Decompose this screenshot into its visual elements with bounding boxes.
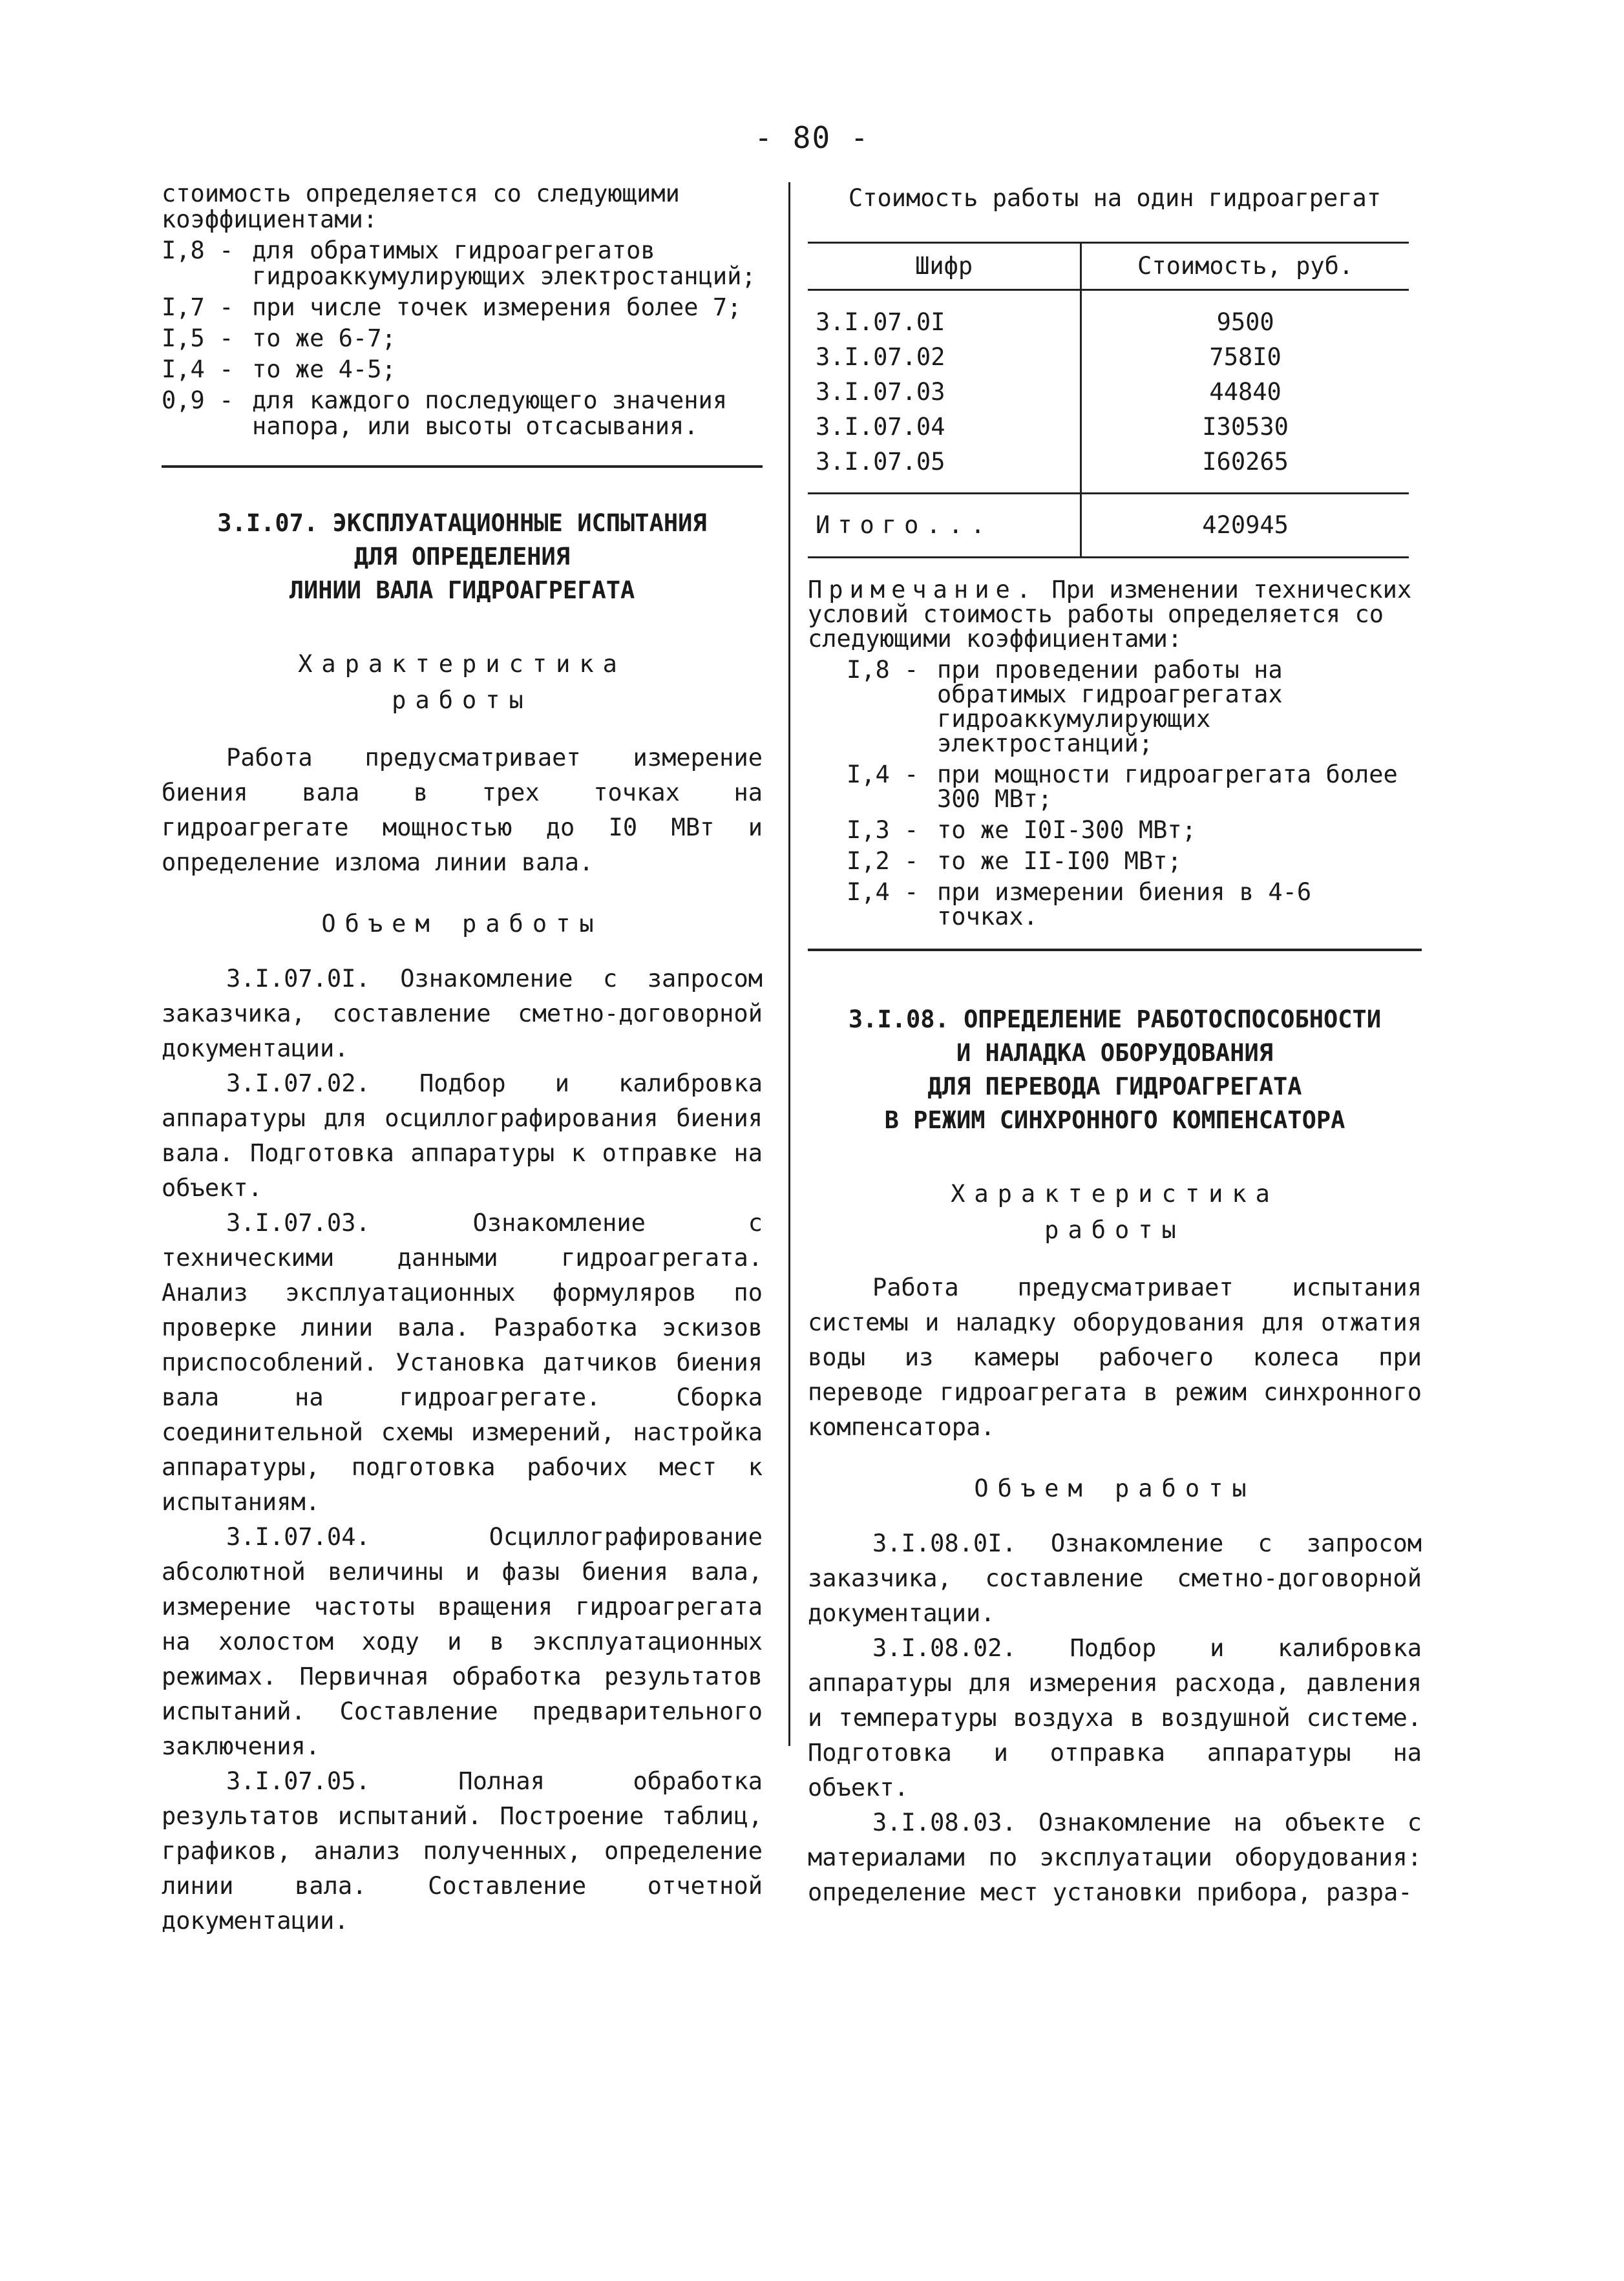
characteristic-heading-sub: работы	[392, 686, 533, 714]
cell-code: 3.I.07.0I	[808, 290, 1081, 341]
note-coefficient-row	[808, 818, 1422, 843]
coefficient-value: I,4 -	[162, 355, 234, 383]
coefficient-text: при измерении биения в 4-6 точках.	[937, 878, 1312, 930]
note-block	[808, 578, 1422, 651]
section-title-line: 3.I.07. ЭКСПЛУАТАЦИОННЫЕ ИСПЫТАНИЯ	[217, 509, 707, 537]
coefficient-row	[162, 357, 763, 383]
cell-code: 3.I.07.02	[808, 340, 1081, 375]
characteristic-text: Работа предусматривает испытания системы и наладку оборудования для отжатия воды из камеры рабочего колеса при переводе гидроагрегата в режим синхронного компенсатора.	[808, 1274, 1422, 1441]
coefficient-text: для обратимых гидроагрегатов гидроаккумулирующих электростанций;	[252, 237, 756, 290]
scope-item: 3.I.08.02. Подбор и калибровка аппаратуры для измерения расхода, давления и температуры воздуха в воздушной системе. Подготовка и отправка аппаратуры на объект.	[808, 1634, 1422, 1802]
section-title-line: ЛИНИИ ВАЛА ГИДРОАГРЕГАТА	[289, 576, 635, 604]
scope-item: 3.I.07.05. Полная обработка результатов испытаний. Построение таблиц, графиков, анализ полученных, определение линии вала. Составление отчетной документации.	[162, 1767, 763, 1935]
coefficient-row	[162, 238, 763, 289]
coefficient-text: то же II-I00 МВт;	[937, 847, 1182, 875]
column-header-code: Шифр	[808, 243, 1081, 290]
section-title-line: В РЕЖИМ СИНХРОННОГО КОМПЕНСАТОРА	[884, 1106, 1345, 1134]
scope-item: 3.I.08.03. Ознакомление на объекте с материалами по эксплуатации оборудования: определение мест установки прибора, разра-	[808, 1809, 1422, 1906]
table-header-row	[808, 243, 1409, 290]
coefficient-text: для каждого последующего значения напора, или высоты отсасывания.	[252, 386, 728, 440]
coefficient-value: I,7 -	[162, 293, 234, 321]
cell-cost: 9500	[1216, 308, 1274, 336]
note-coefficient-row	[808, 658, 1422, 756]
cell-code: 3.I.07.05	[808, 445, 1081, 494]
coefficient-value: I,4 -	[847, 761, 919, 788]
coefficient-value: I,8 -	[162, 237, 234, 264]
coefficient-value: I,2 -	[847, 847, 919, 875]
coefficient-text: то же I0I-300 МВт;	[937, 816, 1196, 844]
note-coefficient-row	[808, 880, 1422, 929]
table-row	[808, 290, 1409, 341]
scope-heading: Объем работы	[974, 1475, 1256, 1502]
coefficient-value: 0,9 -	[162, 386, 234, 414]
table-row	[808, 340, 1409, 375]
note-text: При изменении технических условий стоимость работы определяется со следующими коэффициентами:	[808, 576, 1412, 653]
note-coefficient-row	[808, 849, 1422, 874]
coefficient-text: то же 6-7;	[252, 324, 396, 352]
section-title-line: ДЛЯ ОПРЕДЕЛЕНИЯ	[353, 543, 571, 571]
scope-heading: Объем работы	[321, 910, 603, 938]
coefficient-value: I,8 -	[847, 656, 919, 684]
column-header-cost: Стоимость, руб.	[1081, 243, 1409, 290]
characteristic-text: Работа предусматривает измерение биения вала в трех точках на гидроагрегате мощностью до I0 МВт и определение излома линии вала.	[162, 744, 763, 876]
coefficient-row	[162, 326, 763, 352]
characteristic-heading: Характеристика	[951, 1180, 1279, 1208]
table-row	[808, 410, 1409, 445]
scope-item: 3.I.07.03. Ознакомление с техническими данными гидроагрегата. Анализ эксплуатационных формуляров по проверке линии вала. Разработка эскизов приспособлений. Установка датчиков биения вала на гидроагрегате. Сборка соединительной схемы измерений, настройка аппаратуры, подготовка рабочих мест к испытаниям.	[162, 1209, 763, 1516]
characteristic-heading: Характеристика	[298, 650, 626, 678]
table-row	[808, 375, 1409, 410]
note-label: Примечание.	[808, 576, 1038, 604]
cell-cost: 758I0	[1209, 343, 1281, 371]
cell-cost: 44840	[1209, 378, 1281, 406]
table-title: Стоимость работы на один гидроагрегат	[848, 184, 1382, 212]
scope-item: 3.I.07.0I. Ознакомление с запросом заказчика, составление сметно-договорной документации.	[162, 965, 763, 1062]
cell-code: 3.I.07.03	[808, 375, 1081, 410]
table-row	[808, 445, 1409, 494]
column-divider	[788, 182, 790, 1746]
scope-item: 3.I.07.04. Осциллографирование абсолютной величины и фазы биения вала, измерение частоты вращения гидроагрегата на холостом ходу и в эксплуатационных режимах. Первичная обработка результатов испытаний. Составление предварительного заключения.	[162, 1523, 763, 1760]
right-column	[808, 181, 1422, 1910]
cell-code: 3.I.07.04	[808, 410, 1081, 445]
coefficient-row	[162, 388, 763, 439]
page-number: - 80 -	[754, 120, 870, 155]
coefficient-value: I,4 -	[847, 878, 919, 906]
coefficient-text: то же 4-5;	[252, 355, 396, 383]
section-title-line: 3.I.08. ОПРЕДЕЛЕНИЕ РАБОТОСПОСОБНОСТИ	[848, 1005, 1382, 1033]
total-value: 420945	[1081, 494, 1409, 558]
section-rule	[162, 465, 763, 468]
note-coefficient-row	[808, 762, 1422, 812]
cost-table	[808, 242, 1409, 558]
section-rule	[808, 949, 1422, 951]
coefficient-value: I,5 -	[162, 324, 234, 352]
scope-item: 3.I.07.02. Подбор и калибровка аппаратуры для осциллографирования биения вала. Подготовка аппаратуры к отправке на объект.	[162, 1069, 763, 1202]
section-title-line: ДЛЯ ПЕРЕВОДА ГИДРОАГРЕГАТА	[927, 1073, 1302, 1100]
intro-text: стоимость определяется со следующими коэффициентами:	[162, 180, 680, 233]
left-column	[162, 181, 763, 1939]
coefficient-text: при мощности гидроагрегата более 300 МВт;	[937, 761, 1398, 813]
scope-item: 3.I.08.0I. Ознакомление с запросом заказчика, составление сметно-договорной документации.	[808, 1529, 1422, 1627]
left-intro	[162, 181, 763, 439]
table-total-row	[808, 494, 1409, 558]
coefficient-text: при проведении работы на обратимых гидроагрегатах гидроаккумулирующих электростанций;	[937, 656, 1283, 757]
coefficient-row	[162, 295, 763, 321]
coefficient-text: при числе точек измерения более 7;	[252, 293, 742, 321]
section-title-line: И НАЛАДКА ОБОРУДОВАНИЯ	[956, 1039, 1274, 1067]
cell-cost: I30530	[1202, 413, 1289, 441]
characteristic-heading-sub: работы	[1044, 1216, 1185, 1244]
total-label: Итого...	[808, 494, 1081, 558]
cell-cost: I60265	[1202, 448, 1289, 476]
coefficient-value: I,3 -	[847, 816, 919, 844]
